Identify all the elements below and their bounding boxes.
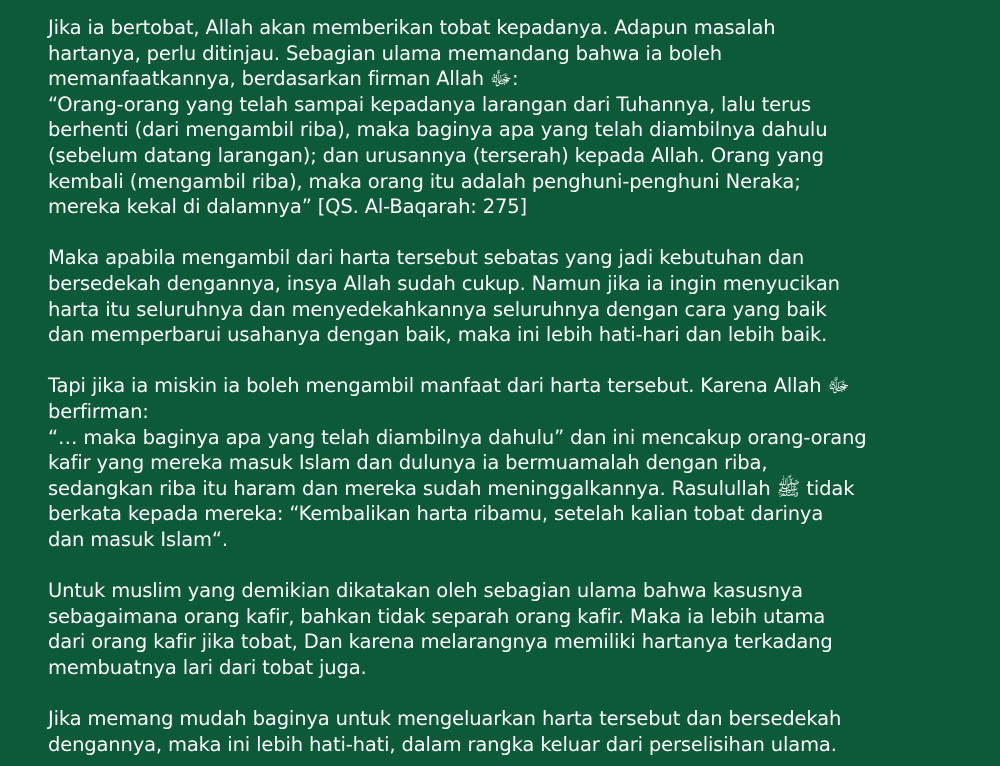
quote-line: kembali (mengambil riba), maka orang itu adalah penghuni-penghuni Neraka; [48, 169, 801, 193]
text-line: memanfaatkannya, berdasarkan firman Allah ﷻ: [48, 67, 519, 91]
paragraph-5 [48, 706, 988, 757]
quote-line: berhenti (dari mengambil riba), maka baginya apa yang telah diambilnya dahulu [48, 118, 828, 142]
paragraph-4 [48, 578, 988, 680]
text-line: Untuk muslim yang demikian dikatakan oleh sebagian ulama bahwa kasusnya [48, 579, 803, 603]
text-line: dengannya, maka ini lebih hati-hati, dalam rangka keluar dari perselisihan ulama. [48, 732, 837, 756]
paragraph-3 [48, 373, 988, 552]
text-line: harta itu seluruhnya dan menyedekahkannya seluruhnya dengan cara yang baik [48, 297, 827, 321]
quote-line: “… maka baginya apa yang telah diambilnya dahulu” dan ini mencakup orang-orang [48, 425, 867, 449]
paragraph-1 [48, 15, 988, 220]
text-line: sebagaimana orang kafir, bahkan tidak separah orang kafir. Maka ia lebih utama [48, 604, 826, 628]
paragraph-2 [48, 245, 988, 347]
text-line: bersedekah dengannya, insya Allah sudah cukup. Namun jika ia ingin menyucikan [48, 271, 840, 295]
text-line: kafir yang mereka masuk Islam dan dulunya ia bermuamalah dengan riba, [48, 451, 768, 475]
quote-line: (sebelum datang larangan); dan urusannya (terserah) kepada Allah. Orang yang [48, 143, 824, 167]
text-line: sedangkan riba itu haram dan mereka sudah meninggalkannya. Rasulullah ﷺ tidak [48, 476, 855, 500]
text-line: berfirman: [48, 399, 149, 423]
text-line: Tapi jika ia miskin ia boleh mengambil manfaat dari harta tersebut. Karena Allah ﷻ [48, 374, 850, 398]
text-line: dan masuk Islam“. [48, 527, 228, 551]
text-line: Maka apabila mengambil dari harta tersebut sebatas yang jadi kebutuhan dan [48, 246, 805, 270]
text-line: Jika memang mudah baginya untuk mengeluarkan harta tersebut dan bersedekah [48, 707, 842, 731]
text-line: dari orang kafir jika tobat, Dan karena melarangnya memiliki hartanya terkadang [48, 630, 833, 654]
text-line: membuatnya lari dari tobat juga. [48, 655, 367, 679]
quote-line: mereka kekal di dalamnya” [QS. Al-Baqarah: 275] [48, 195, 527, 219]
text-line: berkata kepada mereka: “Kembalikan harta ribamu, setelah kalian tobat darinya [48, 502, 824, 526]
text-line: hartanya, perlu ditinjau. Sebagian ulama memandang bahwa ia boleh [48, 41, 722, 65]
text-line: Jika ia bertobat, Allah akan memberikan tobat kepadanya. Adapun masalah [48, 16, 776, 39]
text-line: dan memperbarui usahanya dengan baik, maka ini lebih hati-hari dan lebih baik. [48, 323, 828, 347]
article-text [48, 15, 988, 766]
quote-line: “Orang-orang yang telah sampai kepadanya larangan dari Tuhannya, lalu terus [48, 92, 812, 116]
